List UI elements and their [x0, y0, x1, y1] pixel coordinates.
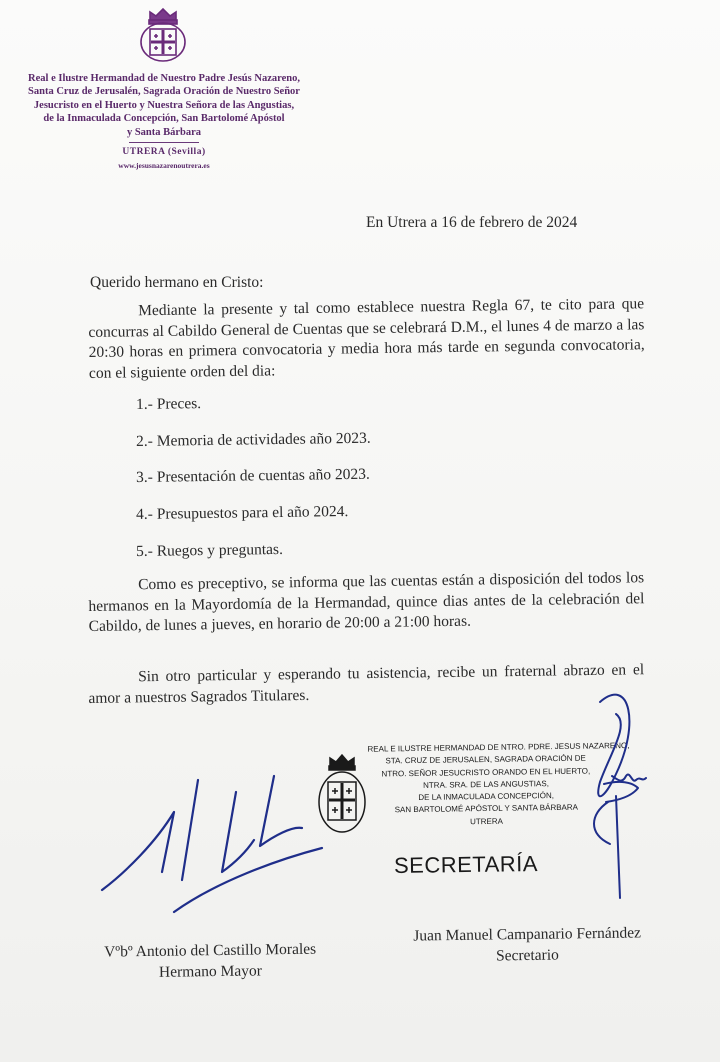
paragraph-text: Sin otro particular y esperando tu asistencia, recibe un fraternal abrazo en el amor a nuestros Sagrados Titulares.	[88, 661, 645, 707]
signer-name: Vºbº Antonio del Castillo Morales	[104, 940, 317, 961]
paragraph-text: Mediante la presente y tal como establece nuestra Regla 67, te cito para que concurras al Cabildo General de Cuentas que se celebrará D.M., el lunes 4 de marzo a las 20:30 horas en primera convocatoria y media hora más tarde en segunda convocatoria, con el siguiente orden del dia:	[88, 295, 645, 382]
signer-secretario	[384, 922, 671, 968]
stamp-line: DE LA INMACULADA CONCEPCIÓN,	[418, 791, 555, 803]
letterhead-divider	[129, 142, 199, 143]
brotherhood-crest-icon	[136, 6, 190, 64]
signer-role: Secretario	[495, 946, 559, 965]
letterhead-line: Real e Ilustre Hermandad de Nuestro Padre Jesús Nazareno,	[28, 73, 300, 84]
agenda-item: 2.- Memoria de actividades año 2023.	[136, 429, 371, 450]
signer-name: Juan Manuel Campanario Fernández	[413, 924, 642, 945]
paragraph-convocation	[88, 294, 645, 384]
letterhead-line: Jesucristo en el Huerto y Nuestra Señora de las Angustias,	[33, 99, 295, 111]
signer-hermano-mayor	[76, 938, 345, 984]
letter-date: En Utrera a 16 de febrero de 2024	[366, 214, 578, 231]
stamp-line: SAN BARTOLOMÉ APÓSTOL Y SANTA BÁRBARA	[394, 803, 579, 815]
stamp-line: STA. CRUZ DE JERUSALEN, SAGRADA ORACIÓN DE	[385, 753, 586, 766]
letterhead-website: www.jesusnazarenoutrera.es	[118, 161, 210, 171]
stamp-line: UTRERA	[469, 816, 504, 827]
agenda-item: 5.- Ruegos y preguntas.	[136, 540, 284, 560]
letterhead-line: Santa Cruz de Jerusalén, Sagrada Oración de Nuestro Señor	[28, 86, 300, 98]
greeting: Querido hermano en Cristo:	[90, 274, 264, 291]
paragraph-text: Como es preceptivo, se informa que las cuentas están a disposición del todos los hermanos en la Mayordomía de la Hermandad, quince dias antes de la celebración del Cabildo, de lunes a jueves, en horario de 20:00 a 21:00 horas.	[88, 569, 645, 635]
signature-hermano-mayor	[96, 762, 336, 922]
letterhead	[24, 72, 304, 173]
stamp-line: REAL E ILUSTRE HERMANDAD DE NTRO. PDRE. JESUS NAZARENO,	[367, 740, 630, 754]
agenda-item: 4.- Presupuestos para el año 2024.	[136, 503, 349, 523]
paragraph-accounts	[88, 568, 645, 637]
letterhead-line: y Santa Bárbara	[126, 126, 202, 138]
agenda-item: 1.- Preces.	[136, 395, 202, 413]
stamp-line: NTRA. SRA. DE LAS ANGUSTIAS,	[423, 779, 549, 790]
letterhead-city: UTRERA (Sevilla)	[122, 147, 206, 158]
signer-role: Hermano Mayor	[158, 962, 262, 981]
signature-secretario	[560, 684, 650, 914]
agenda-item: 3.- Presentación de cuentas año 2023.	[136, 465, 370, 486]
letterhead-line: de la Inmaculada Concepción, San Bartolomé Apóstol	[43, 113, 285, 125]
stamp-line: NTRO. SEÑOR JESUCRISTO ORANDO EN EL HUERTO,	[381, 766, 591, 779]
stamp-department: SECRETARÍA	[393, 850, 539, 879]
